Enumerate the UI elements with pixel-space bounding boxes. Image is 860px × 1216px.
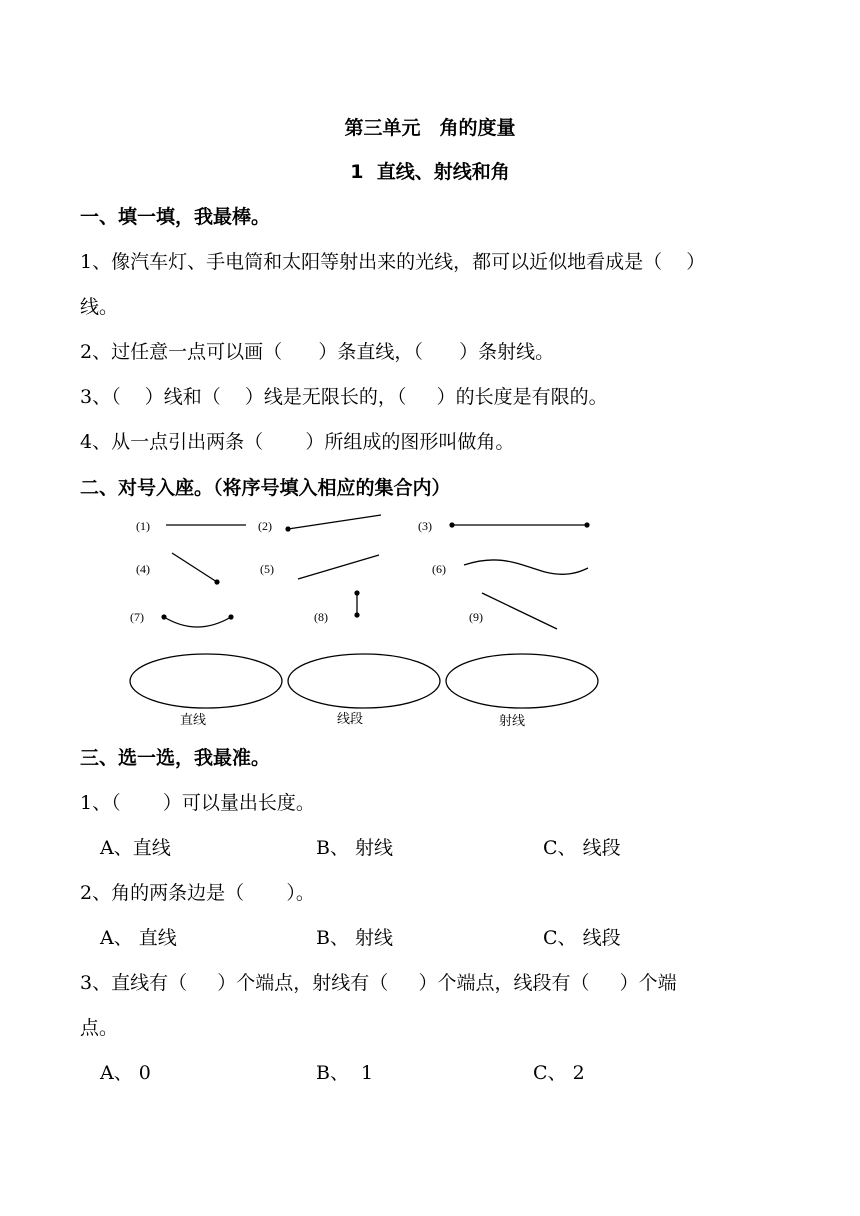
question-3-2: 2、角的两条边是（ ）。 xyxy=(80,882,315,904)
figure-6-curve xyxy=(464,560,588,574)
figure-label-1: (1) xyxy=(136,519,150,533)
question-1-4: 4、从一点引出两条（ ）所组成的图形叫做角。 xyxy=(80,431,515,453)
question-3-2-option-a: A、 直线 xyxy=(100,927,177,949)
section2-heading: 二、对号入座。（将序号填入相应的集合内） xyxy=(80,477,451,499)
figure-label-2: (2) xyxy=(258,519,272,533)
figure-label-7: (7) xyxy=(130,610,144,624)
question-1-3: 3、（ ）线和（ ）线是无限长的，（ ）的长度是有限的。 xyxy=(80,386,608,408)
figure-4-endpoint xyxy=(214,579,219,584)
question-3-3-line1: 3、直线有（ ）个端点，射线有（ ）个端点，线段有（ ）个端 xyxy=(80,972,677,994)
question-1-1-line1: 1、像汽车灯、手电筒和太阳等射出来的光线，都可以近似地看成是（ ） xyxy=(80,251,706,273)
figure-3-endpoint-b xyxy=(584,522,589,527)
figure-4-ray xyxy=(172,553,217,582)
question-1-2: 2、过任意一点可以画（ ）条直线，（ ）条射线。 xyxy=(80,341,555,363)
question-3-2-option-b: B、 射线 xyxy=(316,927,394,949)
question-1-1-line2: 线。 xyxy=(80,296,119,318)
figure-7-endpoint-b xyxy=(228,614,233,619)
section1-heading: 一、填一填，我最棒。 xyxy=(80,206,271,228)
figure-label-3: (3) xyxy=(418,519,432,533)
set-label-ray: 射线 xyxy=(499,714,526,729)
question-3-3-option-a: A、 0 xyxy=(100,1062,151,1084)
figure-label-9: (9) xyxy=(469,610,483,624)
question-3-1-option-a: A、直线 xyxy=(100,837,171,859)
question-3-3-option-c: C、 2 xyxy=(533,1062,585,1084)
unit-title: 第三单元 角的度量 xyxy=(344,117,516,139)
set-label-straight-line: 直线 xyxy=(180,713,207,728)
line-figures-diagram xyxy=(0,505,860,745)
lesson-title: 1 直线、射线和角 xyxy=(350,161,510,183)
figure-2-endpoint xyxy=(285,526,290,531)
figure-7-arc xyxy=(164,617,231,627)
question-3-1: 1、（ ）可以量出长度。 xyxy=(80,792,315,814)
section3-heading: 三、选一选，我最准。 xyxy=(80,747,271,769)
set-ellipse-segment xyxy=(288,654,440,708)
figure-label-6: (6) xyxy=(432,562,446,576)
question-3-3-line2: 点。 xyxy=(80,1017,119,1039)
set-ellipse-ray xyxy=(446,654,598,708)
figure-label-4: (4) xyxy=(136,562,150,576)
figure-label-8: (8) xyxy=(314,610,328,624)
figure-label-5: (5) xyxy=(260,562,274,576)
figure-8-endpoint-b xyxy=(354,612,359,617)
set-ellipse-straight-line xyxy=(130,654,282,708)
set-label-segment: 线段 xyxy=(337,712,364,727)
figure-5-line xyxy=(298,555,379,579)
figure-9-line xyxy=(482,593,557,629)
figure-7-endpoint-a xyxy=(161,614,166,619)
figure-8-endpoint-a xyxy=(354,590,359,595)
question-3-2-option-c: C、 线段 xyxy=(543,927,621,949)
figure-2-ray xyxy=(288,515,381,529)
question-3-3-option-b: B、 1 xyxy=(316,1062,374,1084)
figure-3-endpoint-a xyxy=(449,522,454,527)
question-3-1-option-c: C、 线段 xyxy=(543,837,621,859)
question-3-1-option-b: B、 射线 xyxy=(316,837,394,859)
